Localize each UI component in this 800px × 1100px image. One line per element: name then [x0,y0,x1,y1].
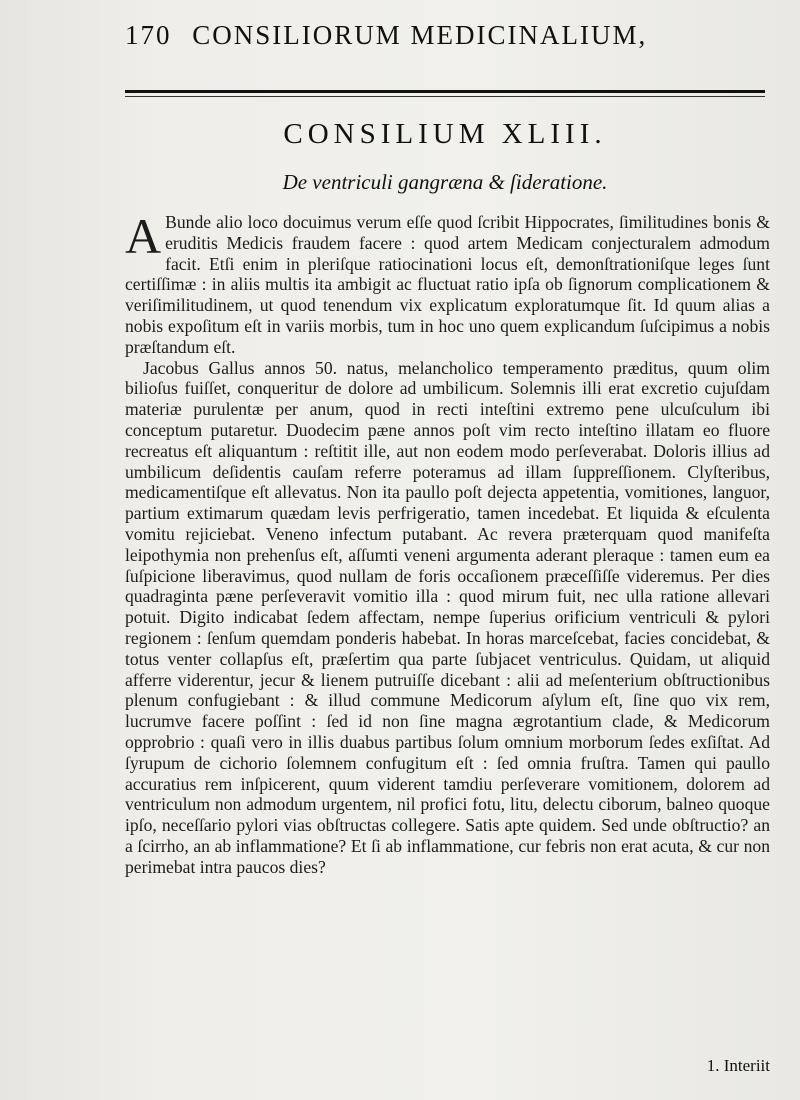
page-number: 170 [125,20,172,50]
header-rule-thin [125,96,765,97]
running-header [125,20,760,51]
header-rule [125,90,765,93]
body-text [125,208,770,878]
running-title: CONSILIORUM MEDICINALIUM, [192,20,648,50]
consilium-title: CONSILIUM XLIII. [283,118,607,150]
catchword: 1. Interiit [706,1056,770,1075]
paragraph-1 [125,208,770,358]
drop-cap: A [125,208,162,264]
consilium-subtitle: De ventriculi gangræna & ſideratione. [282,170,608,194]
paragraph-2: Jacobus Gallus annos 50. natus, melancholico temperamento præditus, quum olim bilioſus fuiſſet, conqueritur de dolore ad umbilicum. Solemnis illi erat excretio cujuſdam materiæ purulentæ per anum, quod in recti inteſtini extremo pene ulcuſculum ibi conceptum putaretur. Duodecim pæne annos poſt vim recto inteſtino illatam eo fluore recreatus eſt aliquantum : reſtitit ille, aut non eodem modo perſeverabat. Doloris illius ad umbilicum deſidentis cauſam referre poteramus ad illam ſuppreſſionem. Clyſteribus, medicamentiſque eſt allevatus. Non ita paullo poſt dejecta appetentia, vomitiones, languor, partium extimarum quædam levis perfrigeratio, tamen incedebat. Et liquida & eſculenta vomitu rejiciebat. Veneno infectum putabant. Ac revera præterquam quod manifeſta leipothymia non prehenſus eſt, aſſumti veneni argumenta aderant pleraque : tamen eum ea ſuſpicione liberavimus, quod nullam de foris occaſionem præceſſiſſe videremus. Per dies quadraginta pæne perſeveravit vomitio illa : quod mirum fuit, nec ulla ratione allevari potuit. Digito indicabat ſedem affectam, nempe ſuperius orificium ventriculi & pylori regionem : ſenſum quemdam ponderis habebat. In horas marceſcebat, facies concidebat, & totus venter collapſus eſt, præſertim qua parte ſubjacet ventriculus. Quidam, ut aliquid afferre viderentur, jecur & lienem putruiſſe dicebant : alii ad meſenterium obſtructionibus plenum confugiebant : & illud commune Medicorum aſylum eſt, ſine quo vix rem, lucrumve facere poſſint : ſed id non ſine magna ægrotantium clade, & Medicorum opprobrio : quaſi vero in illis duabus partibus ſolum omnium morborum ſedes exſiſtat. Ad ſyrupum de cichorio ſolemnem confugitum eſt : ſed omnia fruſtra. Tamen qui paullo accuratius rem inſpicerent, quum viderent tamdiu perſeverare vomitionem, dolorem ad ventriculum non admodum urgentem, nil profici fotu, litu, delectu ciborum, balneo quoque ipſo, neceſſario pylori vias obſtructas collegere. Satis apte quidem. Sed unde obſtructio? an a ſcirrho, an ab inflammatione? Et ſi ab inflammatione, cur febris non erat acuta, & cur non perimebat intra paucos dies? [125,357,770,877]
paragraph-1-text: Bunde alio loco docuimus verum eſſe quod ſcribit Hippocrates, ſimilitudines bonis & eruditis Medicis fraudem facere : quod artem Medicam conjecturalem admodum facit. Etſi enim in pleriſque ratiocinationi locus eſt, demonſtrationiſque leges ſunt certiſſimæ : in aliis multis ita ambigit ac fluctuat ratio ipſa ob ſignorum complicationem & veriſimilitudinem, ut quod tenendum vix explicatum exploratumque ſit. Id quum alias a nobis expoſitum eſt in variis morbis, tum in hoc uno quem explicandum ſuſcipimus a nobis præſtandum eſt. [125,212,770,357]
